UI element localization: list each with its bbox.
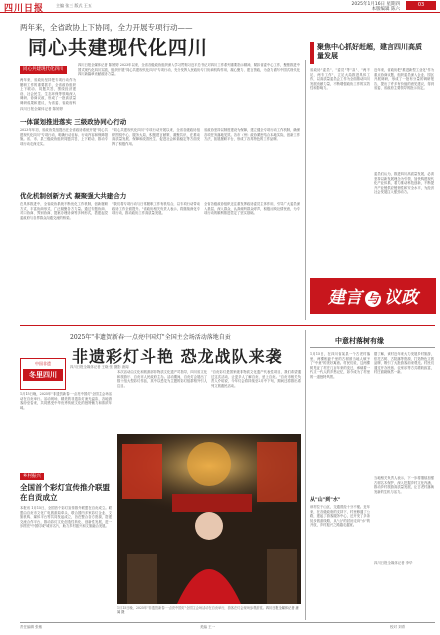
section2-body-c: 全省各级政协组织还注重发挥政协委员主体作用，引导广大委员深入基层、深入群众，认真倾听群众呼声，积极反映社情民意，为专项行动的顺利推进奠定了坚实基础。: [204, 202, 300, 216]
banner-part2: 与: [366, 292, 379, 306]
right-body-d: 该村位于山区，交通曾经十分不便。近年来，在各级政府的支持下，村里修通了公路，建起了游客服务中心，还开发了多条徒步旅游线路，从"山"的封闭走向"水"的开放，乡村振兴之路越走越宽。: [310, 505, 370, 528]
stamp-main: 冬里四川: [23, 369, 63, 381]
lead-body-a: 四川日报全媒体记者 陈婷婷 2023年以来，全省各级政协组织深入学习贯彻习近平总书记对四川工作系列重要指示精神，紧扣省委中心工作，聚焦推进中国式现代化四川实践，组织开展"同心共建现代化四川"专项行动，充分发挥人民政协专门协商机构作用，凝心聚力、建言资政，为奋力谱写中国式现代化四川新篇章贡献政协力量。: [78, 63, 300, 77]
section1-body-a: 2023年年初，省政协党组提出在全省政协系统开展"同心共建现代化四川"专项行动，明确行动目标、行动内容和保障措施。省、市、县三级政协组织同题共答，上下联动，推动专项行动走深走实。: [20, 128, 108, 146]
photo-illustration: [117, 434, 301, 604]
lower-left-headline: 全国首个彩灯宣传推介联盟在自贡成立: [20, 483, 110, 502]
masthead-meta: 主编 张三 版式 王五: [56, 3, 92, 8]
page-editor: 本版编辑 陈六: [371, 7, 400, 12]
footer-editor: 责任编辑 张敏: [20, 625, 43, 629]
masthead-date: [352, 2, 400, 12]
right-byline: 四川日报全媒体记者 李华: [374, 561, 413, 565]
feature-body-a: 1月15日晚，2025年"非遗贺新春·一点亮中国灯"全国主会场活动在自贡举行。活动现场，精美的非遗彩灯流光溢彩，各地游客纷至沓来，共同感受中华优秀传统文化的独特魅力和浓浓年味。: [20, 392, 112, 410]
masthead: [0, 0, 440, 13]
right-body-a: 1月15日，在四川省某县一个古老村落里，两棵相距千里的古树被当地人赋予了"中意"的美好寓意。村民们说，这两棵树见证了村庄几百年来的变迁，承载着一代又一代人的乡愁记忆，如今成为了村里的一道独特风景。: [310, 352, 370, 379]
sidebar-body-a: 省政协"委员"、"委员"等"双"、"两不足、两专工作"，立足大局推进具体工作，以高质量委员会工作为全面推动四川发展贡献力量，不断增强政协工作的实效性和影响力。: [310, 68, 370, 91]
feature-headline: 非遗彩灯斗艳 恐龙战队来袭: [72, 347, 283, 366]
footer-design: 美编 王一: [200, 625, 216, 629]
sidebar-body-b: 近年来，省政协把"推进新型工业化"作为重点协商议题，组织委员深入企业、园区开展调研，形成了一批有分量的调研报告，提出了许多有价值的意见建议，得到省委、省政府主要领导的批示肯定。: [374, 68, 434, 91]
banner-part3: 议政: [384, 288, 418, 308]
feature-kicker: 2025年"非遗贺新春·一点亮中国灯"全国主会场活动落地自贡: [70, 334, 231, 341]
lower-left-body: 本报讯 1月15日，全国首个彩灯宣传推介联盟在自贡成立。联盟由自贡市文化广电旅游局牵头，联合国内多家彩灯企业、文旅机构、媒体平台等共同发起成立，旨在整合各方资源，搭建交流合作平台，推动彩灯文化创造性转化、创新性发展，进一步擦亮"中国灯城"城市名片，助力乡村振兴和文旅融合发展。: [20, 506, 112, 529]
issue-date: 2025年1月16日 星期四: [351, 2, 400, 7]
sidebar-accent: [310, 42, 314, 64]
banner-text: [328, 283, 418, 308]
newspaper-logo: 四川日报: [4, 4, 45, 14]
photo-caption-text: 1月15日晚，2025年"非遗贺新春·一点亮中国灯"全国主会场活动在自贡举行，游客在灯会现场参观游览。: [117, 606, 266, 610]
column-divider-lower: [305, 330, 306, 620]
photo-caption: [117, 606, 301, 615]
banner-box: [310, 278, 436, 314]
lead-tag: 同心共建现代化四川: [20, 66, 67, 74]
photo-credit: 四川日报全媒体记者 唐闻 摄: [117, 606, 299, 615]
feature-photo: [117, 434, 301, 604]
sidebar-body-c: 委员们认为，推进四川高质量发展，必须坚持以新发展理念为引领，加快构建现代化产业体系，着力推动科技创新，不断提升产业链供应链韧性和安全水平，为经济社会发展注入强劲动力。: [374, 172, 434, 195]
section2-body-a: 在具体推进中，全省政协系统不断优化工作机制，创新履职方式，丰富协商形式，广泛凝聚各方力量。通过专题协商、对口协商、界别协商、提案办理协商等多种形式，搭建起党委政府与各界群众沟通交流的桥梁。: [20, 202, 108, 220]
section2-headline: 优化机制创新方式 凝聚强大共建合力: [20, 192, 127, 200]
right-body-c: 当地相关负责人表示，下一步将继续加强古树名木保护，深入挖掘乡村文化内涵，推动乡村旅游高质量发展，让古老村落焕发新的生机与活力。: [374, 476, 434, 494]
footer-rule: [20, 622, 435, 623]
sidebar-headline: 聚焦中心抓好赶超，建言四川高质量发展: [317, 42, 422, 60]
feature-stamp: [20, 358, 66, 390]
page-number-badge: 03: [406, 1, 436, 10]
stamp-top: 中国非遗: [35, 361, 51, 366]
footer-proof: 校对 刘青: [390, 625, 406, 629]
section1-headline: 一体谋划推进落实 三级政协同心行动: [20, 118, 127, 126]
right-subheading: 从"山"到"水": [310, 497, 341, 503]
lead-byline: 四川日报全媒体记者 陈婷婷: [20, 107, 64, 111]
lead-body-b: 两年来，省政协坚持把专项行动作为履职工作的重要抓手，全省政协组织上下联动、同题共答，围绕经济建设、社会民生、生态环保等领域深入调研、协商议政，形成了一批高质量调研成果和建议，为省委、省政府科: [20, 78, 76, 105]
feature-byline: 四川日报全媒体记者 王晓 张 摄影 唐闻: [70, 365, 129, 369]
feature-body-c: "自贡彩灯是国家级非物质文化遗产代表性项目，我们希望通过这次活动，让更多人了解自贡、爱上自贡。"自贡市相关负责人介绍说，今年灯会将持续至2月中下旬，期间还将推出系列文旅惠民活动。: [211, 370, 301, 388]
banner-part1: 建言: [328, 288, 362, 308]
section2-body-b: "我们将专项行动与日常履职工作有机结合，以专项行动带动政协工作全面提升。"省政协相关负责人表示，将继续深化专项行动，推动政协工作高质量发展。: [112, 202, 200, 216]
column-divider: [305, 60, 306, 320]
section-divider: [20, 325, 435, 326]
lead-headline: 同心共建现代化四川: [28, 37, 209, 59]
right-headline-rule: [310, 347, 435, 348]
section1-body-c: 省政协坚持以制度建设为保障，建立健全专项行动工作机制，确保各项任务落地见效。各市（州）政协紧密结合本地实际，创新工作方法，拓展履职平台，形成了各具特色的工作品牌。: [204, 128, 300, 142]
feature-body-b: 本次活动由文化和旅游部非物质文化遗产司指导，四川省文化和旅游厅、自贡市人民政府主办。活动期间，自贡灯会展出了数十组大型彩灯作品，其中以恐龙为主题的彩灯组群格外引人注目。: [117, 370, 207, 388]
lead-kicker: 两年来，全省政协上下协同，全力开展专项行动——: [20, 23, 193, 32]
right-body-b: 据了解，该村近年来大力发展乡村旅游，依托古树、古院落等资源，打造特色文旅品牌，吸引了大批游客前来观光。村民们通过开办民宿、农家乐等方式增收致富，村庄面貌焕然一新。: [374, 352, 434, 375]
section1-body-b: "同心共建现代化四川"专项行动开展以来，全省各级政协组织围绕中心、服务大局，积极建言献策、凝聚共识，在推动高质量发展、保障和改善民生、促进社会和谐稳定等方面发挥了积极作用。: [112, 128, 200, 146]
right-headline: 中意村落树有缘: [335, 336, 384, 345]
lower-left-tag: 乡村振兴: [20, 473, 44, 480]
